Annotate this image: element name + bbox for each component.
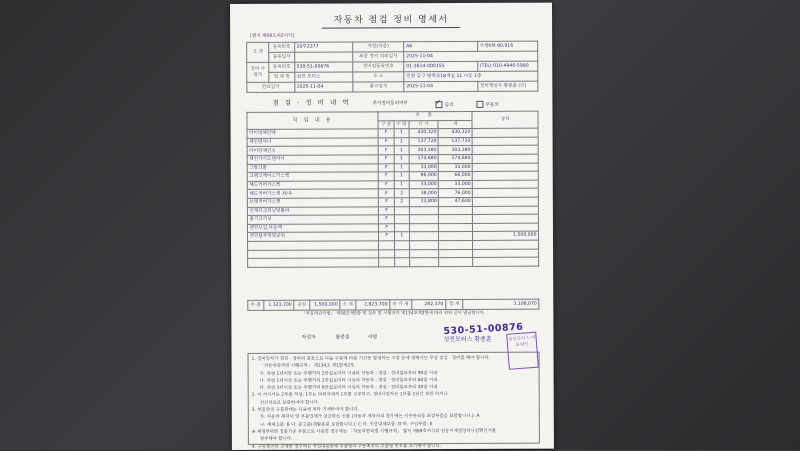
grand-total: 3,106,070: [463, 299, 539, 309]
repair-statement-paper: [230, 3, 554, 450]
work-item-unit: 33,000: [409, 163, 439, 172]
work-item-kind: F: [378, 189, 394, 198]
note-line: 가. 차령 1년미만 또는 주행거리 2만킬로미터 이내의 자동차 : 점검 · 정비일로부터 90일 이내: [259, 370, 438, 377]
labor-column-header: 공임: [472, 111, 538, 128]
biz-no-label: 등록번호: [269, 62, 295, 72]
work-item-kind: F: [379, 232, 395, 241]
agree-checkbox: [435, 98, 442, 108]
form-number: [별지 제69호의2서식]: [250, 33, 295, 39]
company-seal: 성진모터스 대표의인: [506, 332, 539, 370]
work-item-qty: 1: [394, 180, 408, 189]
work-item-unit: [409, 232, 439, 241]
unit-header: 단 가: [409, 120, 439, 129]
work-item-sum: [439, 232, 473, 241]
work-item-labor: [473, 240, 539, 249]
work-item-sum: 47,600: [439, 197, 473, 206]
work-item-kind: F: [378, 181, 394, 190]
writer-sign: 서명: [367, 334, 378, 341]
work-item-unit: [409, 258, 439, 267]
license-no: 01-2614-000155: [404, 61, 478, 71]
parts-total-label: 부 품: [248, 300, 264, 310]
work-item-unit: 38,000: [409, 189, 439, 198]
work-item-sum: 33,000: [439, 163, 473, 172]
release-date-label: 출고일자: [352, 82, 404, 92]
work-item-qty: 2: [395, 198, 409, 207]
work-item-unit: 303,380: [409, 146, 439, 155]
work-item-qty: [395, 249, 409, 258]
work-item-labor: [472, 128, 538, 137]
work-item-kind: F: [378, 163, 394, 172]
manager-cell: [478, 81, 538, 91]
work-item-unit: [409, 249, 439, 258]
work-item-kind: F: [378, 138, 394, 147]
work-item-qty: 1: [394, 155, 408, 164]
mileage-label: 주행KM: [479, 43, 496, 49]
legal-note: 「자동차관리법」 제58조제5항 및 같은 법 시행규칙 제134조제2항에 따라 위와 같이 발급합니다.: [301, 310, 486, 317]
work-item-unit: 23,800: [409, 198, 439, 207]
work-item-name: 엔진오일,부동액: [247, 224, 378, 233]
subtotal-label: 소 계: [340, 300, 356, 310]
work-item-name: 인젝터크리닝및톨바: [247, 206, 378, 215]
work-item-sum: [439, 206, 473, 215]
work-item-kind: F: [378, 155, 394, 164]
work-item-sum: 430,320: [438, 129, 472, 138]
work-item-sum: [439, 240, 473, 249]
license-label: 정비업등록번호: [352, 62, 404, 72]
work-item-qty: [395, 206, 409, 215]
shop-side-label: 정비 사업자: [247, 62, 269, 82]
work-item-qty: 1: [394, 163, 408, 172]
work-item-name: 크랭크케이스가스켓: [247, 172, 378, 181]
note-line: 첨부해야 합니다.: [259, 436, 293, 443]
work-item-sum: [439, 258, 473, 267]
note-line: 「자동차관리법 시행규칙」 제134조 제1항제2호: [259, 363, 355, 370]
work-item-labor: [473, 180, 539, 189]
note-line: 나. 재제조품: B 다. 중고품(재활용품 포함합니다.): C 라. 인증대체부품: D 마. 수입부품: E: [259, 421, 433, 428]
vat-label: 부 가 세: [389, 300, 411, 310]
work-item-name: 브랫커버가스켓: [247, 198, 378, 207]
work-item-unit: [409, 223, 439, 232]
vehicle-model: A6: [404, 41, 478, 51]
work-item-unit: 174,680: [409, 155, 439, 164]
mileage-cell: [478, 41, 538, 51]
writer-label: 작성자: [301, 334, 316, 341]
stamp-number: 530-51-00876: [443, 321, 524, 338]
vehicle-label: 차량(차종): [352, 42, 404, 52]
work-item-name: 타이밍체인대: [247, 129, 378, 138]
work-item-labor: [473, 189, 539, 198]
work-item-name: 헤드커버가스켓: [247, 181, 378, 190]
last-date-label: 최종 정비 의뢰일자: [352, 52, 404, 62]
work-item-qty: 1: [394, 172, 408, 181]
work-item-labor: [473, 223, 539, 232]
work-item-qty: [395, 258, 409, 267]
work-item-qty: 1: [394, 138, 408, 147]
title-underline: [322, 27, 460, 29]
note-line: 전산자료로 보관하여야 합니다.: [259, 400, 320, 406]
work-item-labor: [473, 171, 539, 180]
agree-label: 동의: [444, 103, 454, 109]
reg-date-value: [295, 52, 353, 62]
kind-header: 구 분: [378, 120, 394, 129]
release-date: 2025-11-04: [404, 81, 478, 91]
totals-table: [247, 299, 539, 311]
notes-box: [248, 352, 540, 450]
manager-name: 황종훈: [503, 83, 517, 89]
customer-side-label: 고 객: [247, 42, 269, 62]
note-line: 3. 부품란의 구분란에는 다음에 따라 기재하여야 합니다.: [251, 407, 360, 413]
work-item-kind: [379, 258, 395, 267]
vehicle-info-table: [246, 41, 538, 93]
reg-date-label: 등록일자: [269, 52, 295, 62]
disagree-checkbox: [476, 101, 483, 108]
address-label: 주 소: [352, 72, 404, 82]
work-item-kind: F: [378, 129, 394, 138]
biz-no: 530-51-00876: [295, 62, 353, 72]
work-item-sum: 174,680: [439, 154, 473, 163]
work-item-kind: F: [379, 224, 395, 233]
work-item-unit: 430,320: [409, 129, 439, 138]
done-date: 2025-11-04: [295, 82, 353, 92]
work-item-labor: [473, 206, 539, 215]
note-line: 2. 이 서식서는 2부를 작성, 1부는 의뢰자에게 1부를 교부하고, 정비사업자는 1부를 1년간 보관 하거나: [251, 392, 448, 399]
work-item-name: 체인텐셔너: [247, 138, 378, 147]
work-item-name: 체인가이드텐셔너: [247, 155, 378, 164]
work-item-qty: [395, 241, 409, 250]
work-item-kind: F: [379, 206, 395, 215]
work-item-labor: [473, 249, 539, 258]
work-item-sum: 76,000: [439, 189, 473, 198]
work-item-sum: 33,000: [439, 180, 473, 189]
work-item-unit: [409, 240, 439, 249]
work-item-unit: 33,000: [409, 180, 439, 189]
work-item-sum: 137,720: [439, 137, 473, 146]
work-item-unit: 137,720: [409, 137, 439, 146]
work-item-sum: 66,000: [439, 172, 473, 181]
qty-header: 수 량: [394, 120, 408, 129]
work-item-qty: 1: [394, 146, 408, 155]
work-item-qty: [395, 215, 409, 224]
seal-mark: (인): [518, 83, 527, 89]
vat: 282,370: [411, 300, 445, 310]
work-item-sum: [439, 223, 473, 232]
work-item-kind: F: [378, 146, 394, 155]
work-item-row: [248, 257, 539, 267]
disagree-label: 부동의: [485, 102, 499, 108]
work-item-unit: [409, 206, 439, 215]
work-item-qty: 1: [394, 129, 408, 138]
work-item-name: 타이밍체인소: [247, 146, 378, 155]
writer-name: 황종훈: [335, 334, 350, 341]
address: 인천 동구 방축로18개길 11 나동 1층: [404, 71, 538, 82]
work-item-name: 흡기크리닝: [247, 215, 378, 224]
company-name: 성진 모터스: [295, 72, 353, 82]
labor-total-label: 공임: [294, 300, 310, 310]
document-title: 자동차 점검 정비 명세서: [333, 15, 449, 26]
last-date-value: 2025-11-04: [404, 51, 538, 62]
parts-total: 1,323,700: [264, 300, 294, 310]
work-item-sum: [439, 215, 473, 224]
company-label: 업 체 명: [269, 72, 295, 82]
work-item-kind: F: [378, 172, 394, 181]
section-header: 점 검 · 정 비 내 역: [272, 98, 351, 107]
grand-total-label: 합 계: [445, 299, 463, 309]
phone: (TEL) 010-4940-5990: [478, 61, 538, 71]
parts-column-header: 부 품: [378, 111, 472, 120]
sum-header: 계: [438, 120, 472, 129]
note-line: 다. 차령 3년이상 또는 주행거리 6만킬로미터 이상의 자동차 : 점검 · 정비일로부터 30일 이내: [259, 385, 438, 392]
work-item-labor: [472, 154, 538, 163]
customer-no-label: 등록번호: [269, 42, 295, 52]
work-item-qty: 2: [394, 189, 408, 198]
work-item-labor: [473, 163, 539, 172]
work-item-qty: 1: [395, 232, 409, 241]
subtotal: 2,823,700: [356, 300, 390, 310]
work-item-kind: F: [379, 198, 395, 207]
note-line: 4. 구동촉진의 교체한 경우에는 작업내용란에 부품명과 구동촉진의 부품명 번호를 표기해야 합니다.: [251, 443, 442, 450]
work-items-table: [246, 111, 539, 268]
note-line: 나. 차령 1년이상 또는 주행거리 2만킬로미터 이상의 자동차 : 점검 · 정비일로부터 60일 이내: [259, 377, 438, 384]
check-icon: ✓: [435, 98, 442, 107]
note-line: 가. 자동차 제작사 및 부품업체가 공급하는 신품 (자동차 제작사의 경우에는 시주관리용 포장부품을 포함합니다.): A: [259, 414, 480, 421]
work-item-sum: [439, 249, 473, 258]
work-item-name: [248, 258, 379, 267]
work-item-name: 헤드커버가스켓 좌/우: [247, 189, 378, 198]
work-item-name: 그랑크볼: [247, 163, 378, 172]
stamp-name: 성진모터스 황종훈: [443, 335, 492, 343]
note-line: 1. 정비업자가 점검 · 정비의 잘못으로 다음 구분에 따른 기간동 발생하는 고장 등에 대해서는 무상 점검 · 정비를 해야 합니다.: [251, 355, 491, 362]
work-column-header: 작 업 내 용: [247, 112, 378, 130]
work-item-labor: [473, 197, 539, 206]
mileage-value: 80,916: [497, 43, 514, 49]
work-item-unit: 66,000: [409, 172, 439, 181]
customer-no: 20루2377: [295, 42, 353, 52]
work-item-name: 엔진탈부착및공임: [247, 232, 378, 241]
done-date-label: 완료일자: [247, 82, 295, 92]
work-item-labor: [472, 146, 538, 155]
work-item-unit: [409, 215, 439, 224]
extra-work-consent-label: 추가정비동의여부: [372, 101, 408, 107]
work-item-qty: [395, 223, 409, 232]
labor-total: 1,500,000: [310, 300, 340, 310]
disagree-option: [476, 101, 498, 108]
work-item-labor: [472, 137, 538, 146]
manager-label: 정비책임자: [479, 83, 503, 89]
work-item-labor: [473, 257, 539, 266]
agree-option: [435, 98, 454, 109]
work-item-kind: F: [379, 215, 395, 224]
work-item-kind: [379, 241, 395, 250]
note-line: ※ 재생부터란 정품기준 부품으로 사용한 경우에는 「자동차관리법 시행규칙」 별지 제69호서식의 원동기재생정비사실확인서를: [251, 428, 496, 435]
work-item-sum: 303,380: [439, 146, 473, 155]
work-item-kind: [379, 249, 395, 258]
work-item-labor: 1,500,000: [473, 231, 539, 240]
work-item-labor: [473, 214, 539, 223]
